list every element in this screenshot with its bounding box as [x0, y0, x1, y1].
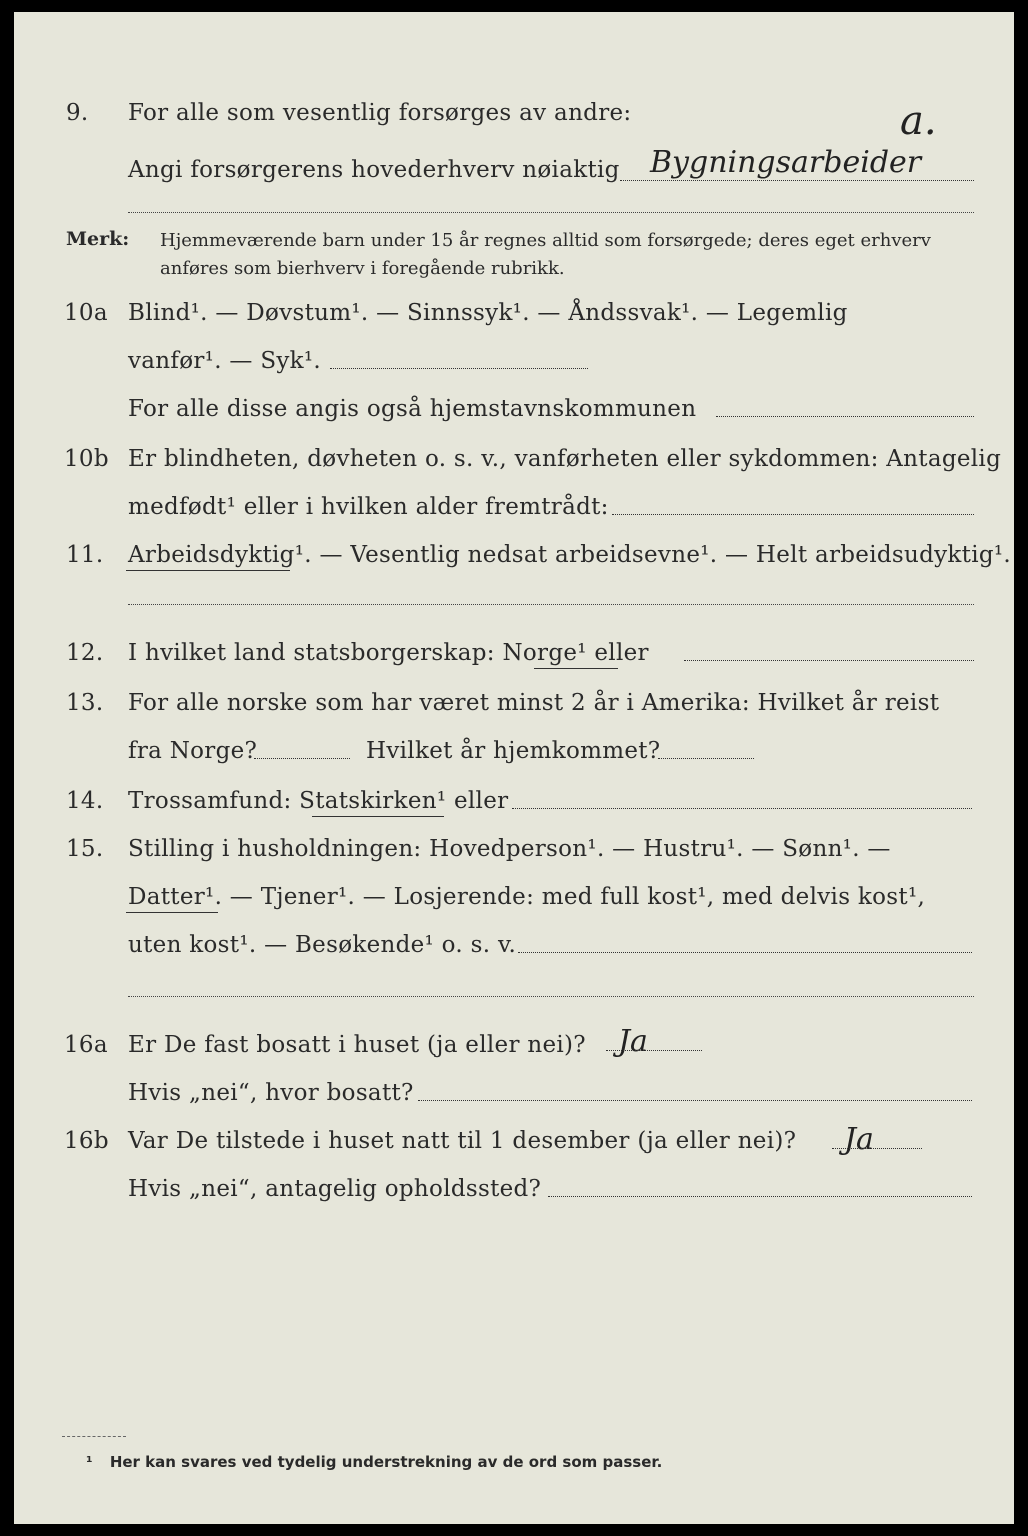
q13-line1: For alle norske som har været minst 2 år i Amerika: Hvilket år reist [128, 690, 940, 716]
q9-line2: Angi forsørgerens hovederhverv nøiaktig [128, 157, 620, 183]
q12-underline-norge [534, 668, 618, 669]
q13-line2b: Hvilket år hjemkommet? [366, 738, 661, 764]
q10b-answer-line[interactable] [612, 514, 974, 515]
q16a-number: 16a [64, 1032, 108, 1058]
q12-line1: I hvilket land statsborgerskap: Norge¹ eller [128, 640, 649, 666]
q16a-line2: Hvis „nei“, hvor bosatt? [128, 1080, 414, 1106]
q13-reist-line[interactable] [254, 758, 350, 759]
q13-line2a: fra Norge? [128, 738, 258, 764]
q14-number: 14. [66, 788, 104, 814]
q16b-line1: Var De tilstede i huset natt til 1 desember (ja eller nei)? [128, 1128, 797, 1154]
q9-extra-line[interactable] [128, 212, 974, 213]
q16b-answer-line[interactable] [832, 1148, 922, 1149]
q10a-kommune-line[interactable] [716, 416, 974, 417]
q15-line2: Datter¹. — Tjener¹. — Losjerende: med full kost¹, med delvis kost¹, [128, 884, 926, 910]
q10a-line3: For alle disse angis også hjemstavnskommunen [128, 396, 697, 422]
q11-line1: Arbeidsdyktig¹. — Vesentlig nedsat arbeidsevne¹. — Helt arbeidsudyktig¹. [128, 542, 1012, 568]
q10a-number: 10a [64, 300, 108, 326]
q14-underline-statskirken [312, 816, 444, 817]
census-form-page [14, 12, 1014, 1524]
q14-line1: Trossamfund: Statskirken¹ eller [128, 788, 509, 814]
q10a-line1: Blind¹. — Døvstum¹. — Sinnssyk¹. — Åndssvak¹. — Legemlig [128, 300, 848, 326]
q15-line1: Stilling i husholdningen: Hovedperson¹. — Hustru¹. — Sønn¹. — [128, 836, 891, 862]
q16b-number: 16b [64, 1128, 109, 1154]
merk-label: Merk: [66, 228, 130, 250]
q15-answer-line[interactable] [518, 952, 972, 953]
q15-line3: uten kost¹. — Besøkende¹ o. s. v. [128, 932, 517, 958]
q11-extra-line[interactable] [128, 604, 974, 605]
q9-margin-note: a. [900, 98, 937, 144]
q13-hjemkommet-line[interactable] [658, 758, 754, 759]
q10a-syk-line[interactable] [330, 368, 588, 369]
q16a-line1: Er De fast bosatt i huset (ja eller nei)? [128, 1032, 586, 1058]
q14-answer-line[interactable] [512, 808, 972, 809]
q16a-bosatt-line[interactable] [418, 1100, 972, 1101]
q16b-answer[interactable]: Ja [844, 1122, 874, 1157]
q10b-line1: Er blindheten, døvheten o. s. v., vanførheten eller sykdommen: Antagelig [128, 446, 1002, 472]
merk-line2: anføres som bierhverv i foregående rubrikk. [160, 258, 565, 279]
q16b-line2: Hvis „nei“, antagelig opholdssted? [128, 1176, 542, 1202]
footnote-text: Her kan svares ved tydelig understrekning av de ord som passer. [109, 1453, 663, 1471]
q9-answer[interactable]: Bygningsarbeider [650, 145, 922, 180]
q11-number: 11. [66, 542, 104, 568]
q10b-number: 10b [64, 446, 109, 472]
q9-number: 9. [66, 100, 89, 126]
footnote-divider [62, 1436, 126, 1437]
q16a-answer[interactable]: Ja [618, 1024, 648, 1059]
q15-underline-datter [126, 912, 218, 913]
q12-number: 12. [66, 640, 104, 666]
q15-number: 15. [66, 836, 104, 862]
q10b-line2: medfødt¹ eller i hvilken alder fremtrådt: [128, 494, 609, 520]
footnote [86, 1453, 662, 1471]
merk-line1: Hjemmeværende barn under 15 år regnes alltid som forsørgede; deres eget erhverv [160, 230, 931, 251]
q16b-opholdssted-line[interactable] [548, 1196, 972, 1197]
footnote-mark: ¹ [86, 1453, 93, 1471]
q16a-answer-line[interactable] [606, 1050, 702, 1051]
q12-answer-line[interactable] [684, 660, 974, 661]
q15-extra-line[interactable] [128, 996, 974, 997]
q9-answer-line[interactable] [620, 180, 974, 181]
q10a-line2: vanfør¹. — Syk¹. [128, 348, 322, 374]
q9-line1: For alle som vesentlig forsørges av andre: [128, 100, 632, 126]
q13-number: 13. [66, 690, 104, 716]
q11-underline-arbeidsdyktig [126, 570, 290, 571]
